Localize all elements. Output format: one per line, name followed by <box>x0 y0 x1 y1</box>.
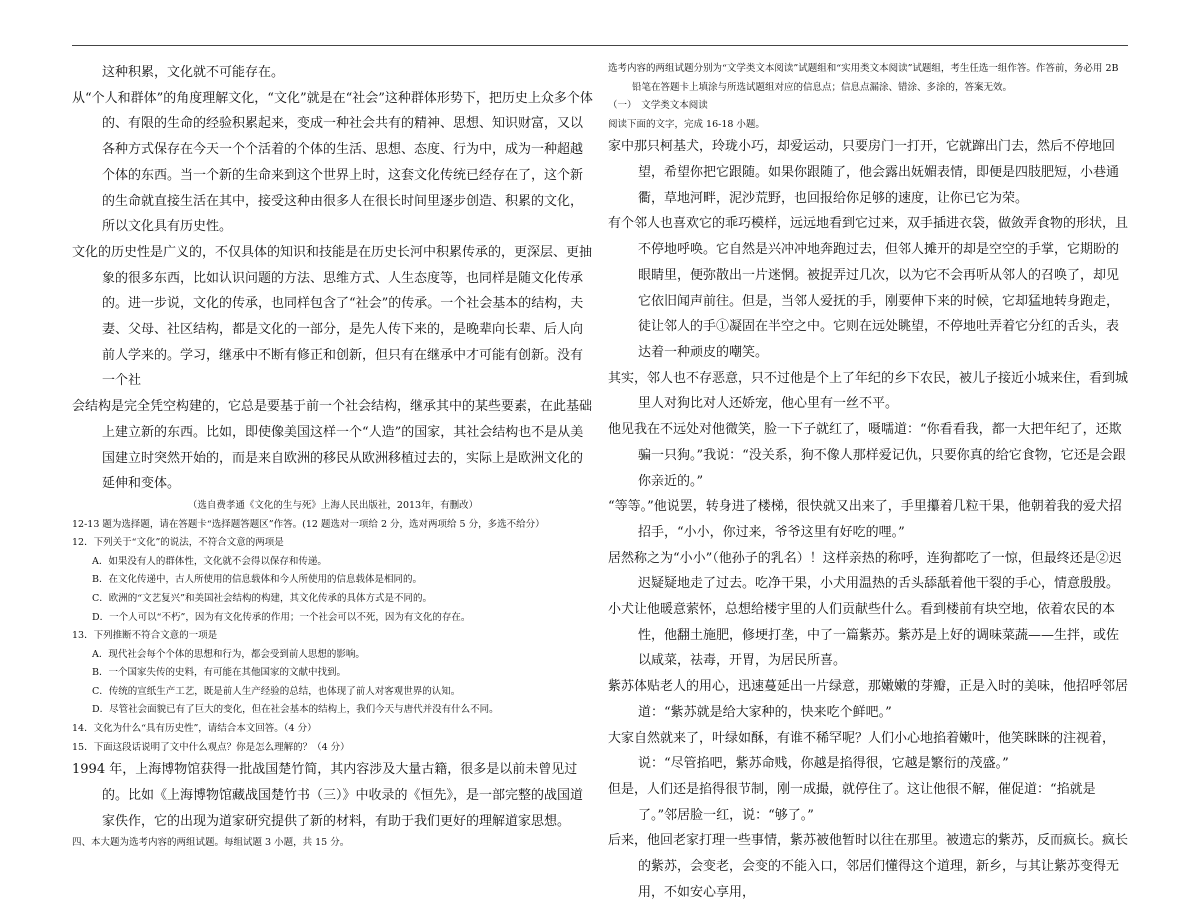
question-12-option-c: C．欧洲的“文艺复兴”和美国社会结构的构建，其文化传承的具体方式是不同的。 <box>92 592 432 604</box>
story-paragraph-6: 居然称之为“小小”（他孙子的乳名）！这样亲热的称呼，连狗都吃了一惊，但最终还是②迟迟疑疑地走了过去。吃净干果，小犬用温热的舌头舔舐着他干裂的手心，情意殷殷。 <box>608 550 1122 592</box>
source-citation: （选自费孝通《文化的生与死》上海人民出版社，2013年，有删改） <box>187 499 479 511</box>
choice-instructions: 12-13 题为选择题，请在答题卡“选择题答题区”作答。(12 题选对一项给 2 分，选对两项给 5 分，多选不给分） <box>72 518 545 530</box>
question-15: 15．下面这段话说明了文中什么观点？你是怎么理解的？（4 分） <box>72 741 350 753</box>
question-12-option-b: B．在文化传递中，古人所使用的信息载体和今人所使用的信息载体是相同的。 <box>92 574 422 586</box>
question-12: 12．下列关于“文化”的说法，不符合文意的两项是 <box>72 537 284 549</box>
question-12-option-d: D．一个人可以“不朽”，因为有文化传承的作用；一个社会可以不死，因为有文化的存在。 <box>92 611 471 623</box>
story-paragraph-8: 紫苏体贴老人的用心，迅速蔓延出一片绿意，那嫩嫩的芽瓣，正是入时的美味，他招呼邻居道：“紫苏就是给大家种的，快来吃个鲜吧。” <box>608 679 1129 720</box>
question-13-option-a: A．现代社会每个个体的思想和行为，都会受到前人思想的影响。 <box>92 648 365 660</box>
question-13-option-b: B．一个国家失传的史料，有可能在其他国家的文献中找到。 <box>92 667 346 679</box>
story-paragraph-9: 大家自然就来了，叶绿如酥，有谁不稀罕呢？人们小心地掐着嫩叶，他笑眯眯的注视着，说：“尽管掐吧，紫苏命贱，你越是掐得很，它越是繁衍的茂盛。” <box>608 730 1116 772</box>
top-rule <box>72 45 1128 46</box>
paragraph-continuation: 这种积累，文化就不可能存在。 <box>102 65 285 80</box>
question-14: 14．文化为什么“具有历史性”，请结合本文回答。（4 分） <box>72 723 317 735</box>
subsection-heading: （一） 文学类文本阅读 <box>608 100 708 112</box>
story-paragraph-1: 家中那只柯基犬，玲珑小巧，却爱运动，只要房门一打开，它就蹿出门去，然后不停地回望，希望你把它跟随。如果你跟随了，他会露出妩媚表情，即便是四肢肥短，小巷通衢，草地河畔，泥沙荒野，也回报给你足够的速度，让你已它为荣。 <box>608 139 1120 206</box>
story-paragraph-11: 后来，他回老家打理一些事情，紫苏被他暂时以往在那里。被遗忘的紫苏，反而疯长。疯长的紫苏，会变老，会变的不能入口，邻居们懂得这个道理，新乡，与其让紫苏变得无用，不如安心享用， <box>608 833 1129 900</box>
story-paragraph-5: “等等。”他说罢，转身进了楼梯，很快就又出来了，手里攥着几粒干果，他朝着我的爱犬招招手，“小小，你过来，爷爷这里有好吃的哩。” <box>608 499 1122 540</box>
paragraph-historicity: 文化的历史性是广义的，不仅具体的知识和技能是在历史长河中积累传承的，更深层、更抽象的很多东西，比如认识问题的方法、思维方式、人生态度等，也同样是随文化传承的。进一步说，文化的传承，也同样包含了“社会”的传承。一个社会基本的结构，夫妻、父母、社区结构，都是文化的一部分，是先人传下来的，是晚辈向长辈、后人向前人学来的。学习，继承中不断有修正和创新，但只有在继承中才可能有创新。没有一个社 <box>72 244 593 389</box>
story-paragraph-3: 其实，邻人也不存恶意，只不过他是个上了年纪的乡下农民，被儿子接近小城来住，看到城里人对狗比对人还娇宠，他心里有一丝不平。 <box>608 370 1129 412</box>
right-column <box>608 60 1130 905</box>
optional-section-note: 选考内容的两组试题分别为“文学类文本阅读”试题组和“实用类文本阅读”试题组，考生任选一组作答。作答前，务必用 2B 铅笔在答题卡上填涂与所选试题组对应的信息点；信息点漏涂、错涂、多涂的，答案无效。 <box>608 63 1119 93</box>
question-12-option-a: A．如果没有人的群体性，文化就不会得以保存和传递。 <box>92 555 327 567</box>
story-paragraph-10: 但是，人们还是掐得很节制，刚一成撮，就停住了。这让他很不解，催促道：“掐就是了。”邻居脸一红，说：“够了。” <box>608 781 1096 823</box>
question-13-option-d: D．尽管社会面貌已有了巨大的变化，但在社会基本的结构上，我们今天与唐代并没有什么不同。 <box>92 704 499 716</box>
section-4-heading: 四、本大题为选考内容的两组试题。每组试题 3 小题，共 15 分。 <box>72 837 350 849</box>
paragraph-bamboo-slips: 1994 年，上海博物馆获得一批战国楚竹简，其内容涉及大量古籍，很多是以前未曾见过的。比如《上海博物馆藏战国楚竹书（三）》中收录的《恒先》，是一部完整的战国道家佚作，它的出现为道家研究提供了新的材料，有助于我们更好的理解道家思想。 <box>72 762 584 829</box>
question-13-option-c: C．传统的宣纸生产工艺，既是前人生产经验的总结，也体现了前人对客观世界的认知。 <box>92 685 461 697</box>
paragraph-individual-group: 从“个人和群体”的角度理解文化，“文化”就是在“社会”这种群体形势下，把历史上众多个体的、有限的生命的经验积累起来，变成一种社会共有的精神、思想、知识财富，又以各种方式保存在今天一个个活着的个体的生活、思想、态度、行为中，成为一种超越个体的东西。当一个新的生命来到这个世界上时，这套文化传统已经存在了，这个新的生命就直接生活在其中，接受这种由很多人在很长时间里逐步创造、积累的文化，所以文化具有历史性。 <box>72 90 593 235</box>
left-column <box>72 60 594 853</box>
story-paragraph-4: 他见我在不远处对他微笑，脸一下子就红了，嗫嚅道：“你看看我，都一大把年纪了，还欺骗一只狗。”我说：“没关系，狗不像人那样爱记仇，只要你真的给它食物，它还是会跟你亲近的。” <box>608 422 1126 489</box>
story-paragraph-7: 小犬让他暖意萦怀，总想给楼宇里的人们贡献些什么。看到楼前有块空地，依着农民的本性，他翻土施肥，修埂打垄，中了一篇紫苏。紫苏是上好的调味菜蔬——生拌，或佐以咸菜，祛毒，开胃，为居民所喜。 <box>608 602 1120 669</box>
question-13: 13．下列推断不符合文意的一项是 <box>72 630 218 642</box>
reading-instruction: 阅读下面的文字，完成 16-18 小题。 <box>608 118 765 130</box>
paragraph-social-structure: 会结构是完全凭空构建的，它总是要基于前一个社会结构，继承其中的某些要素，在此基础上建立新的东西。比如，即使像美国这样一个“人造”的国家，其社会结构也不是从美国建立时突然开始的，而是来自欧洲的移民从欧洲移植过去的，实际上是欧洲文化的延伸和变体。 <box>72 399 593 492</box>
story-paragraph-2: 有个邻人也喜欢它的乖巧模样，远远地看到它过来，双手插进衣袋，做敛弄食物的形状，且不停地呼唤。它自然是兴冲冲地奔跑过去，但邻人摊开的却是空空的手掌，它期盼的眼睛里，便弥散出一片迷惘。被捉弄过几次，以为它不会再听从邻人的召唤了，却见它依旧闻声前往。但是，当邻人爱抚的手，刚要伸下来的时候，它却猛地转身跑走，徒让邻人的手①凝固在半空之中。它则在远处眺望，不停地吐弄着它分红的舌头，表达着一种顽皮的嘲笑。 <box>608 216 1129 360</box>
